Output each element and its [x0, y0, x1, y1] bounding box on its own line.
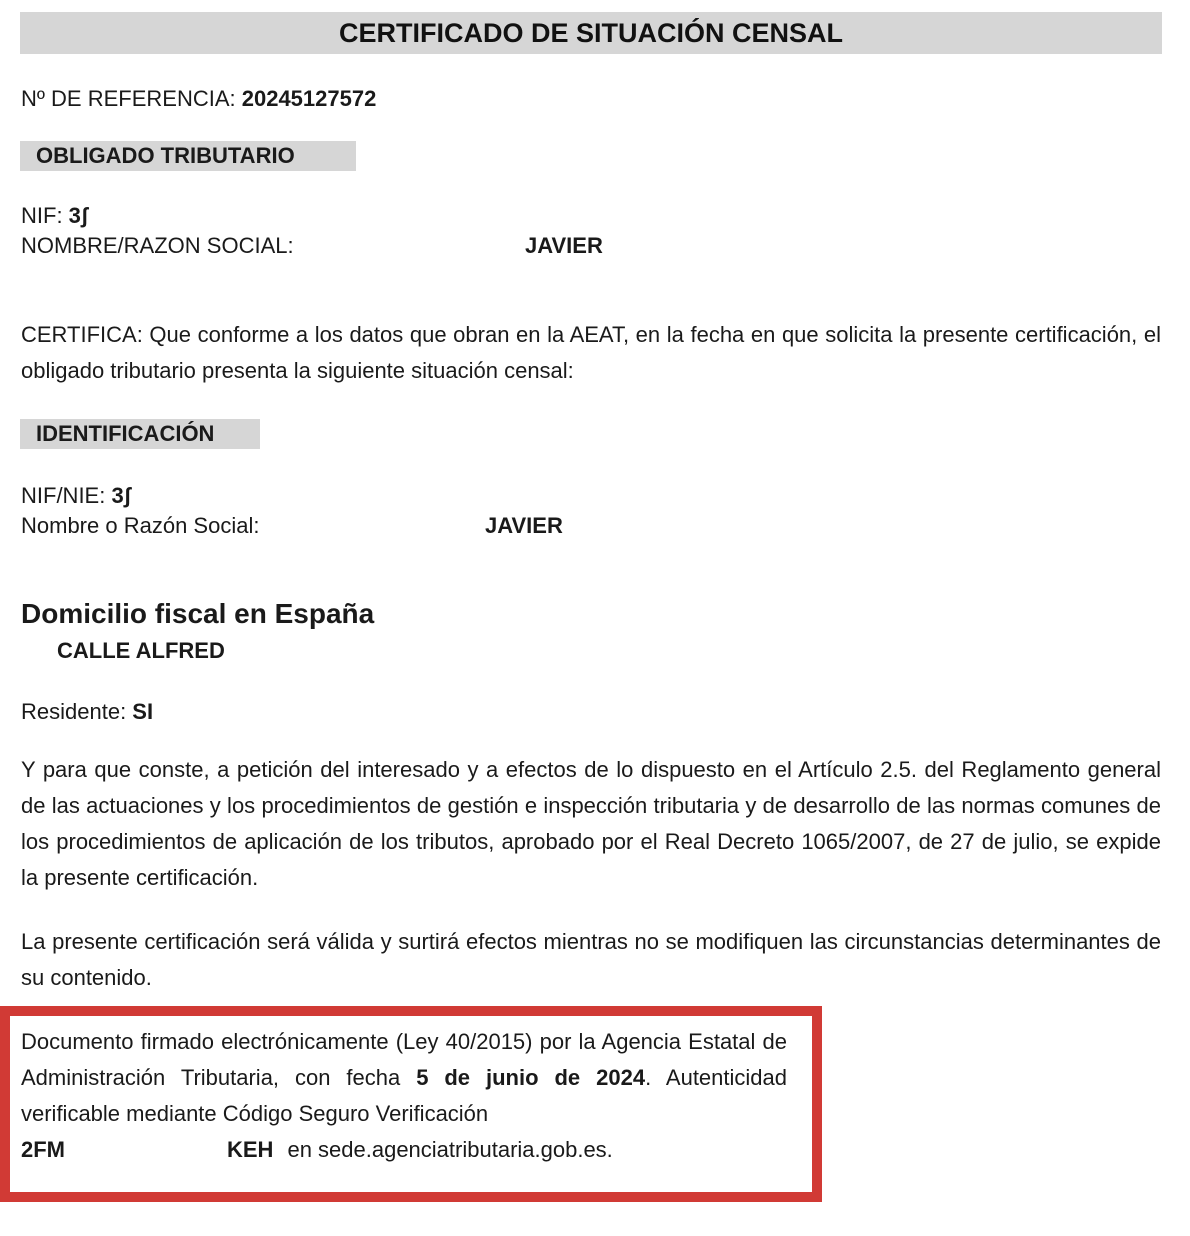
verification-code-start: 2FM	[21, 1137, 65, 1162]
obligado-nif-label: NIF:	[21, 203, 69, 228]
signature-text-before-date: Documento firmado electrónicamente (Ley 40/2015) por la Agencia Estatal de Administración Tributaria, con fecha	[21, 1029, 787, 1090]
document-title: CERTIFICADO DE SITUACIÓN CENSAL	[20, 12, 1162, 54]
signature-date: 5 de junio de 2024	[416, 1065, 646, 1090]
identificacion-nif-value: 3ʃ	[111, 483, 132, 508]
certifica-paragraph: CERTIFICA: Que conforme a los datos que obran en la AEAT, en la fecha en que solicita la presente certificación, el obligado tributario presenta la siguiente situación censal:	[21, 322, 1161, 383]
reference-value: 20245127572	[241, 86, 377, 111]
obligado-nif-value: 3ʃ	[68, 203, 89, 228]
identificacion-header: IDENTIFICACIÓN	[20, 419, 260, 449]
identificacion-nombre-value: JAVIER	[485, 513, 563, 538]
residente-line	[21, 699, 153, 725]
residente-value: SI	[132, 699, 154, 724]
reference-number	[21, 86, 376, 112]
identificacion-nif-label: NIF/NIE:	[21, 483, 112, 508]
domicilio-address: CALLE ALFRED	[57, 638, 225, 663]
signature-text	[21, 1024, 787, 1132]
identificacion-nif	[21, 483, 131, 509]
obligado-nombre-label: NOMBRE/RAZON SOCIAL:	[21, 233, 294, 258]
identificacion-nombre-label: Nombre o Razón Social:	[21, 513, 260, 538]
obligado-nombre-value: JAVIER	[525, 233, 603, 258]
verification-code-end: KEH	[227, 1137, 274, 1162]
validez-paragraph: La presente certificación será válida y surtirá efectos mientras no se modifiquen las circunstancias determinantes de su contenido.	[21, 929, 1161, 990]
verification-code-line	[21, 1132, 613, 1168]
domicilio-heading: Domicilio fiscal en España	[21, 598, 375, 629]
obligado-tributario-header: OBLIGADO TRIBUTARIO	[20, 141, 356, 171]
obligado-nif	[21, 203, 88, 229]
y-para-paragraph: Y para que conste, a petición del interesado y a efectos de lo dispuesto en el Artículo 2.5. del Reglamento general de las actuaciones y los procedimientos de gestión e inspección tributaria y de desarrollo de las normas comunes de los procedimientos de aplicación de los tributos, aprobado por el Real Decreto 1065/2007, de 27 de julio, se expide la presente certificación.	[21, 757, 1161, 890]
residente-label: Residente:	[21, 699, 133, 724]
reference-label: Nº DE REFERENCIA:	[21, 86, 242, 111]
signature-text-after-date: . Autenticidad verificable mediante Código Seguro Verificación	[21, 1065, 787, 1126]
verification-site: en sede.agenciatributaria.gob.es.	[287, 1137, 613, 1162]
